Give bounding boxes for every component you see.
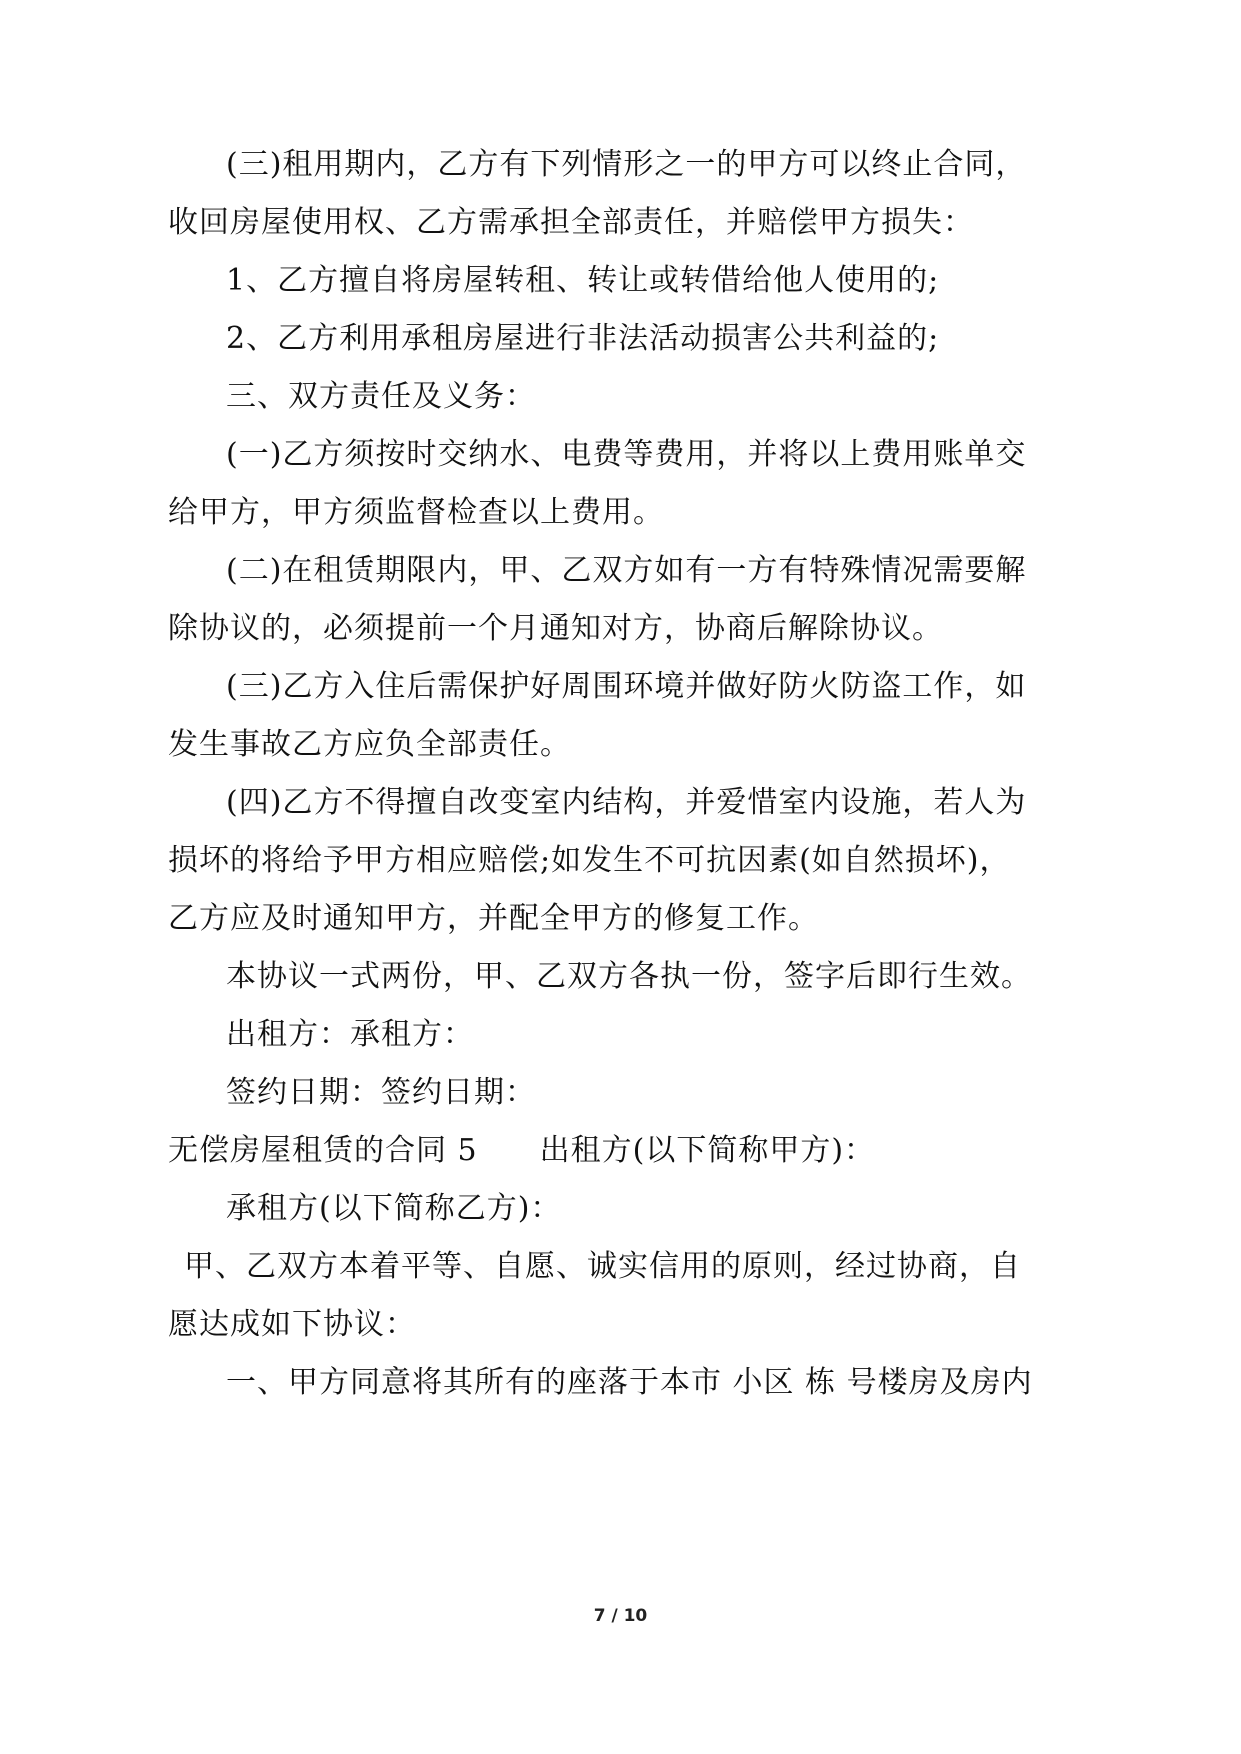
paragraph-line: 损坏的将给予甲方相应赔偿;如发生不可抗因素(如自然损坏)， [168,843,1011,878]
page-number: 7 / 10 [593,1606,648,1626]
paragraph-line: (四)乙方不得擅自改变室内结构，并爱惜室内设施，若人为 [226,785,1027,820]
paragraph-line: (三)乙方入住后需保护好周围环境并做好防火防盗工作，如 [226,669,1027,704]
paragraph-line: (一)乙方须按时交纳水、电费等费用，并将以上费用账单交 [226,437,1027,472]
paragraph-line: 甲、乙双方本着平等、自愿、诚实信用的原则，经过协商，自 [184,1249,1021,1284]
paragraph-line: 本协议一式两份，甲、乙双方各执一份，签字后即行生效。 [226,959,1032,994]
paragraph-line: 乙方应及时通知甲方，并配全甲方的修复工作。 [168,901,819,936]
paragraph-line: (二)在租赁期限内，甲、乙双方如有一方有特殊情况需要解 [226,553,1027,588]
date-line: 签约日期：签约日期： [226,1075,536,1110]
paragraph-line: 收回房屋使用权、乙方需承担全部责任，并赔偿甲方损失： [168,205,974,240]
paragraph-line: (三)租用期内，乙方有下列情形之一的甲方可以终止合同， [226,147,1027,182]
paragraph-line: 1、乙方擅自将房屋转租、转让或转借给他人使用的; [226,263,940,298]
paragraph-line: 发生事故乙方应负全部责任。 [168,727,571,762]
paragraph-line: 承租方(以下简称乙方)： [226,1191,562,1226]
contract-title-line: 无偿房屋租赁的合同 5 出租方(以下简称甲方)： [168,1133,876,1168]
section-heading: 三、双方责任及义务： [226,379,536,414]
paragraph-line: 除协议的，必须提前一个月通知对方，协商后解除协议。 [168,611,943,646]
paragraph-line: 给甲方，甲方须监督检查以上费用。 [168,495,664,530]
paragraph-line: 一、甲方同意将其所有的座落于本市 小区 栋 号楼房及房内 [226,1365,1033,1400]
paragraph-line: 愿达成如下协议： [168,1307,416,1342]
paragraph-line: 2、乙方利用承租房屋进行非法活动损害公共利益的; [226,321,940,356]
signature-line: 出租方：承租方： [226,1017,474,1052]
